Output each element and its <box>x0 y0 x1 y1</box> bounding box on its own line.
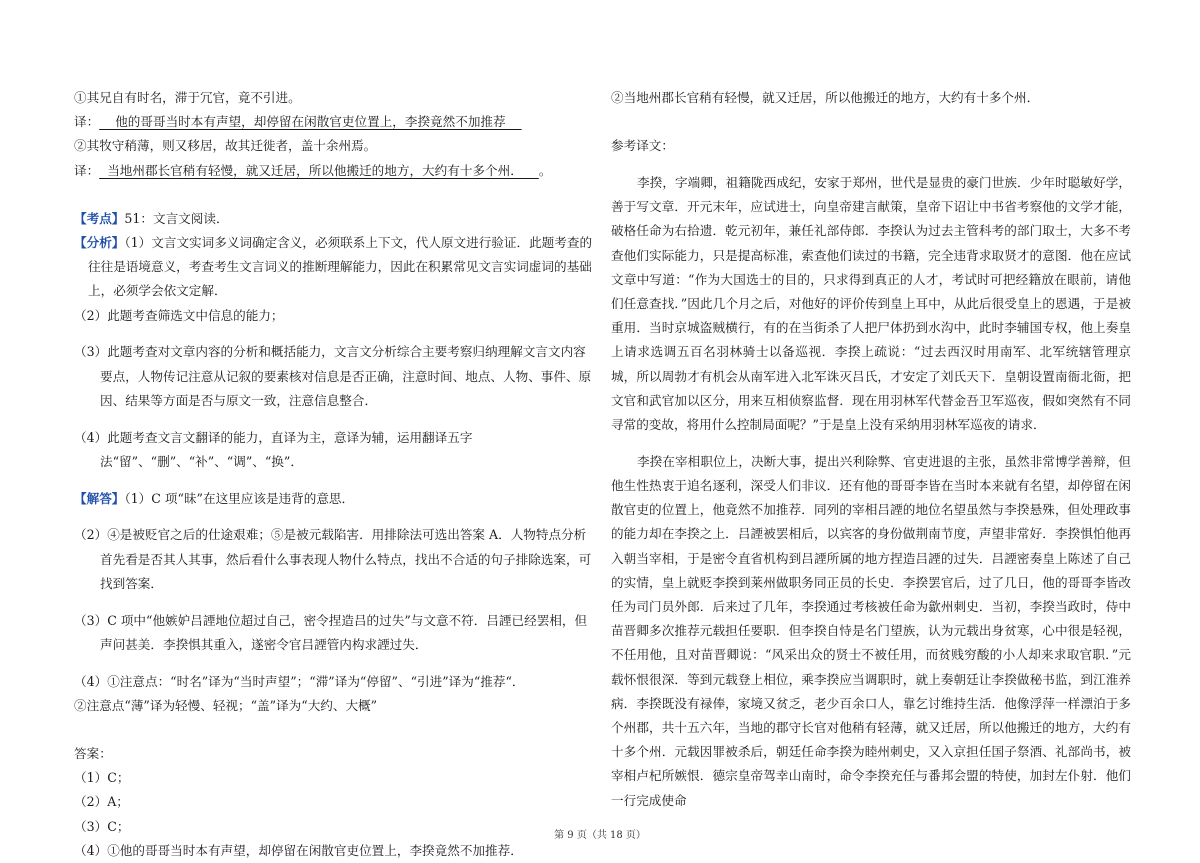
fenxi-1-text: （1）文言文实词多义词确定含义，必须联系上下文，代人原文进行验证．此题考查的往往是语境意义，考查考生文言词义的推断理解能力，因此在积累常见文言实词虚词的基础上，必须学会依文定解． <box>88 235 593 299</box>
translation-prefix: 译： <box>74 162 100 178</box>
kaodian-line <box>74 207 594 231</box>
fenxi-4: （4）此题考查文言文翻译的能力，直译为主，意译为辅，运用翻译五字法“留”、“删”、“补”、“调”、“换”． <box>74 429 473 469</box>
jieda-line <box>74 487 594 511</box>
answer-1: （1）C； <box>74 770 130 786</box>
fenxi-2: （2）此题考查筛选文中信息的能力； <box>74 307 284 323</box>
translation-a2-repeat: ②当地州郡长官稍有轻慢，就又迁居，所以他搬迁的地方，大约有十多个州． <box>611 90 1040 105</box>
translation-answer-2: 当地州郡长官稍有轻慢，就又迁居，所以他搬迁的地方，大约有十多个州． <box>99 162 539 178</box>
jieda-4: （4）①注意点：“时名”译为“当时声望”；“滞”译为“停留”、“引进”译为“推荐“． <box>74 673 525 689</box>
fenxi-tag: 【分析】 <box>74 235 125 251</box>
jieda-5: ②注意点“薄”译为轻慢、轻视；“盖”译为“大约、大概” <box>74 697 378 713</box>
answers-title: 答案： <box>74 746 112 762</box>
answer-4: （4）①他的哥哥当时本有声望，却停留在闲散官吏位置上，李揆竟然不加推荐． <box>74 842 523 858</box>
answer-3: （3）C； <box>74 818 130 834</box>
jieda-1: （1）C 项“昧”在这里应该是违背的意思． <box>124 490 355 506</box>
right-column <box>611 86 1131 813</box>
jieda-3: （3）C 项中“他嫉妒吕諲地位超过自己，密令捏造吕的过失”与文意不符．吕諲已经罢相，但声问甚美．李揆惧其重入，遂密令官吕諲管内构求諲过失． <box>74 612 588 652</box>
jieda-2: （2）④是被贬官之后的仕途艰难；⑤是被元载陷害．用排除法可选出答案 A．人物特点分析首先看是否其人其事，然后看什么事表现人物什么特点，找出不合适的句子排除选案，可找到答案． <box>74 527 592 591</box>
page-footer: 第 9 页（共 18 页） <box>554 830 646 841</box>
translation-q2: ②其牧守稍薄，则又移居，故其迁徙者，盖十余州焉。 <box>74 138 377 154</box>
translation-suffix: 。 <box>538 162 552 178</box>
translation-a2-line <box>74 159 594 183</box>
kaodian-text: 51：文言文阅读． <box>124 210 229 226</box>
reference-paragraph-1: 李揆，字端卿，祖籍陇西成纪，安家于郑州，世代是显贵的豪门世族．少年时聪敏好学，善于写文章．开元末年，应试进士，向皇帝建言献策，皇帝下诏让中书省考察他的文学才能，破格任命为右拾遗．乾元初年，兼任礼部侍郎．李揆认为过去主管科考的部门取士，大多不考查他们实际能力，只是提高标准，索查他们读过的书籍，完全违背求取贤才的意图．他在应试文章中写道：“作为大国选士的目的，只求得到真正的人才，考试时可把经籍放在眼前，请他们任意查找．”因此几个月之后，对他好的评价传到皇上耳中，从此后很受皇上的恩遇，于是被重用．当时京城盗贼横行，有的在当街杀了人把尸体扔到水沟中，此时李辅国专权，他上奏皇上请求选调五百名羽林骑士以备巡视．李揆上疏说：“过去西汉时用南军、北军统辖管理京城，所以周勃才有机会从南军进入北军诛灭吕氏，才安定了刘氏天下．皇朝设置南衙北衙，把文官和武官加以区分，用来互相侦察监督．现在用羽林军代替金吾卫军巡夜，假如突然有不同寻常的变故，将用什么控制局面呢？”于是皇上没有采纳用羽林军巡夜的请求． <box>611 175 1131 433</box>
translation-a1-line <box>74 110 594 134</box>
reference-translation-title: 参考译文： <box>611 138 674 154</box>
kaodian-tag: 【考点】 <box>74 210 125 226</box>
translation-prefix: 译： <box>74 114 100 130</box>
reference-paragraph-2: 李揆在宰相职位上，决断大事，提出兴利除弊、官吏进退的主张，虽然非常博学善辩，但他生性热衷于追名逐利，深受人们非议．还有他的哥哥李皆在当时本来就有名望，却停留在闲散官吏的位置上，他竟然不加推荐．同列的宰相吕諲的地位名望虽然与李揆悬殊，但处理政事的能力却在李揆之上．吕諲被罢相后，以宾客的身份做荆南节度，声望非常好．李揆惧怕他再入朝当宰相，于是密令直省机构到吕諲所属的地方捏造吕諲的过失．吕諲密奏皇上陈述了自己的实情，皇上就贬李揆到莱州做职务同正员的长史．李揆罢官后，过了几日，他的哥哥李皆改任为司门员外郎．后来过了几年，李揆通过考核被任命为歙州刺史．当初，李揆当政时，侍中苗晋卿多次推荐元载担任要职．但李揆自恃是名门望族，认为元载出身贫寒，心中很是轻视，不任用他，且对苗晋卿说：“风采出众的贤士不被任用，而贫贱穷酸的小人却来求取官职．”元载怀恨很深．等到元载登上相位，乘李揆应当调职时，就上奏朝廷让李揆做秘书监，到江淮养病．李揆既没有禄俸，家境又贫乏，老少百余口人，靠乞讨维持生活．他像浮萍一样漂泊于多个州郡，共十五六年，当地的郡守长官对他稍有轻薄，就又迁居，所以他搬迁的地方，大约有十多个州．元载因罪被杀后，朝廷任命李揆为睦州刺史，又入京担任国子祭酒、礼部尚书，被宰相卢杞所嫉恨．德宗皇帝驾幸山南时，命令李揆充任与番邦会盟的特使，加封左仆射．他们一行完成使命 <box>611 453 1131 808</box>
fenxi-1 <box>74 231 594 304</box>
answer-2: （2）A； <box>74 794 129 810</box>
jieda-tag: 【解答】 <box>74 490 125 506</box>
translation-answer-1: 他的哥哥当时本有声望，却停留在闲散官吏位置上，李揆竟然不加推荐 <box>99 114 522 130</box>
left-column <box>74 86 594 863</box>
fenxi-3: （3）此题考查对文章内容的分析和概括能力，文言文分析综合主要考察归纳理解文言文内容要点，人物传记注意从记叙的要素核对信息是否正确，注意时间、地点、人物、事件、原因、结果等方面是否与原文一致，注意信息整合． <box>74 344 592 408</box>
translation-q1: ①其兄自有时名，滞于冗官，竟不引进。 <box>74 90 301 105</box>
